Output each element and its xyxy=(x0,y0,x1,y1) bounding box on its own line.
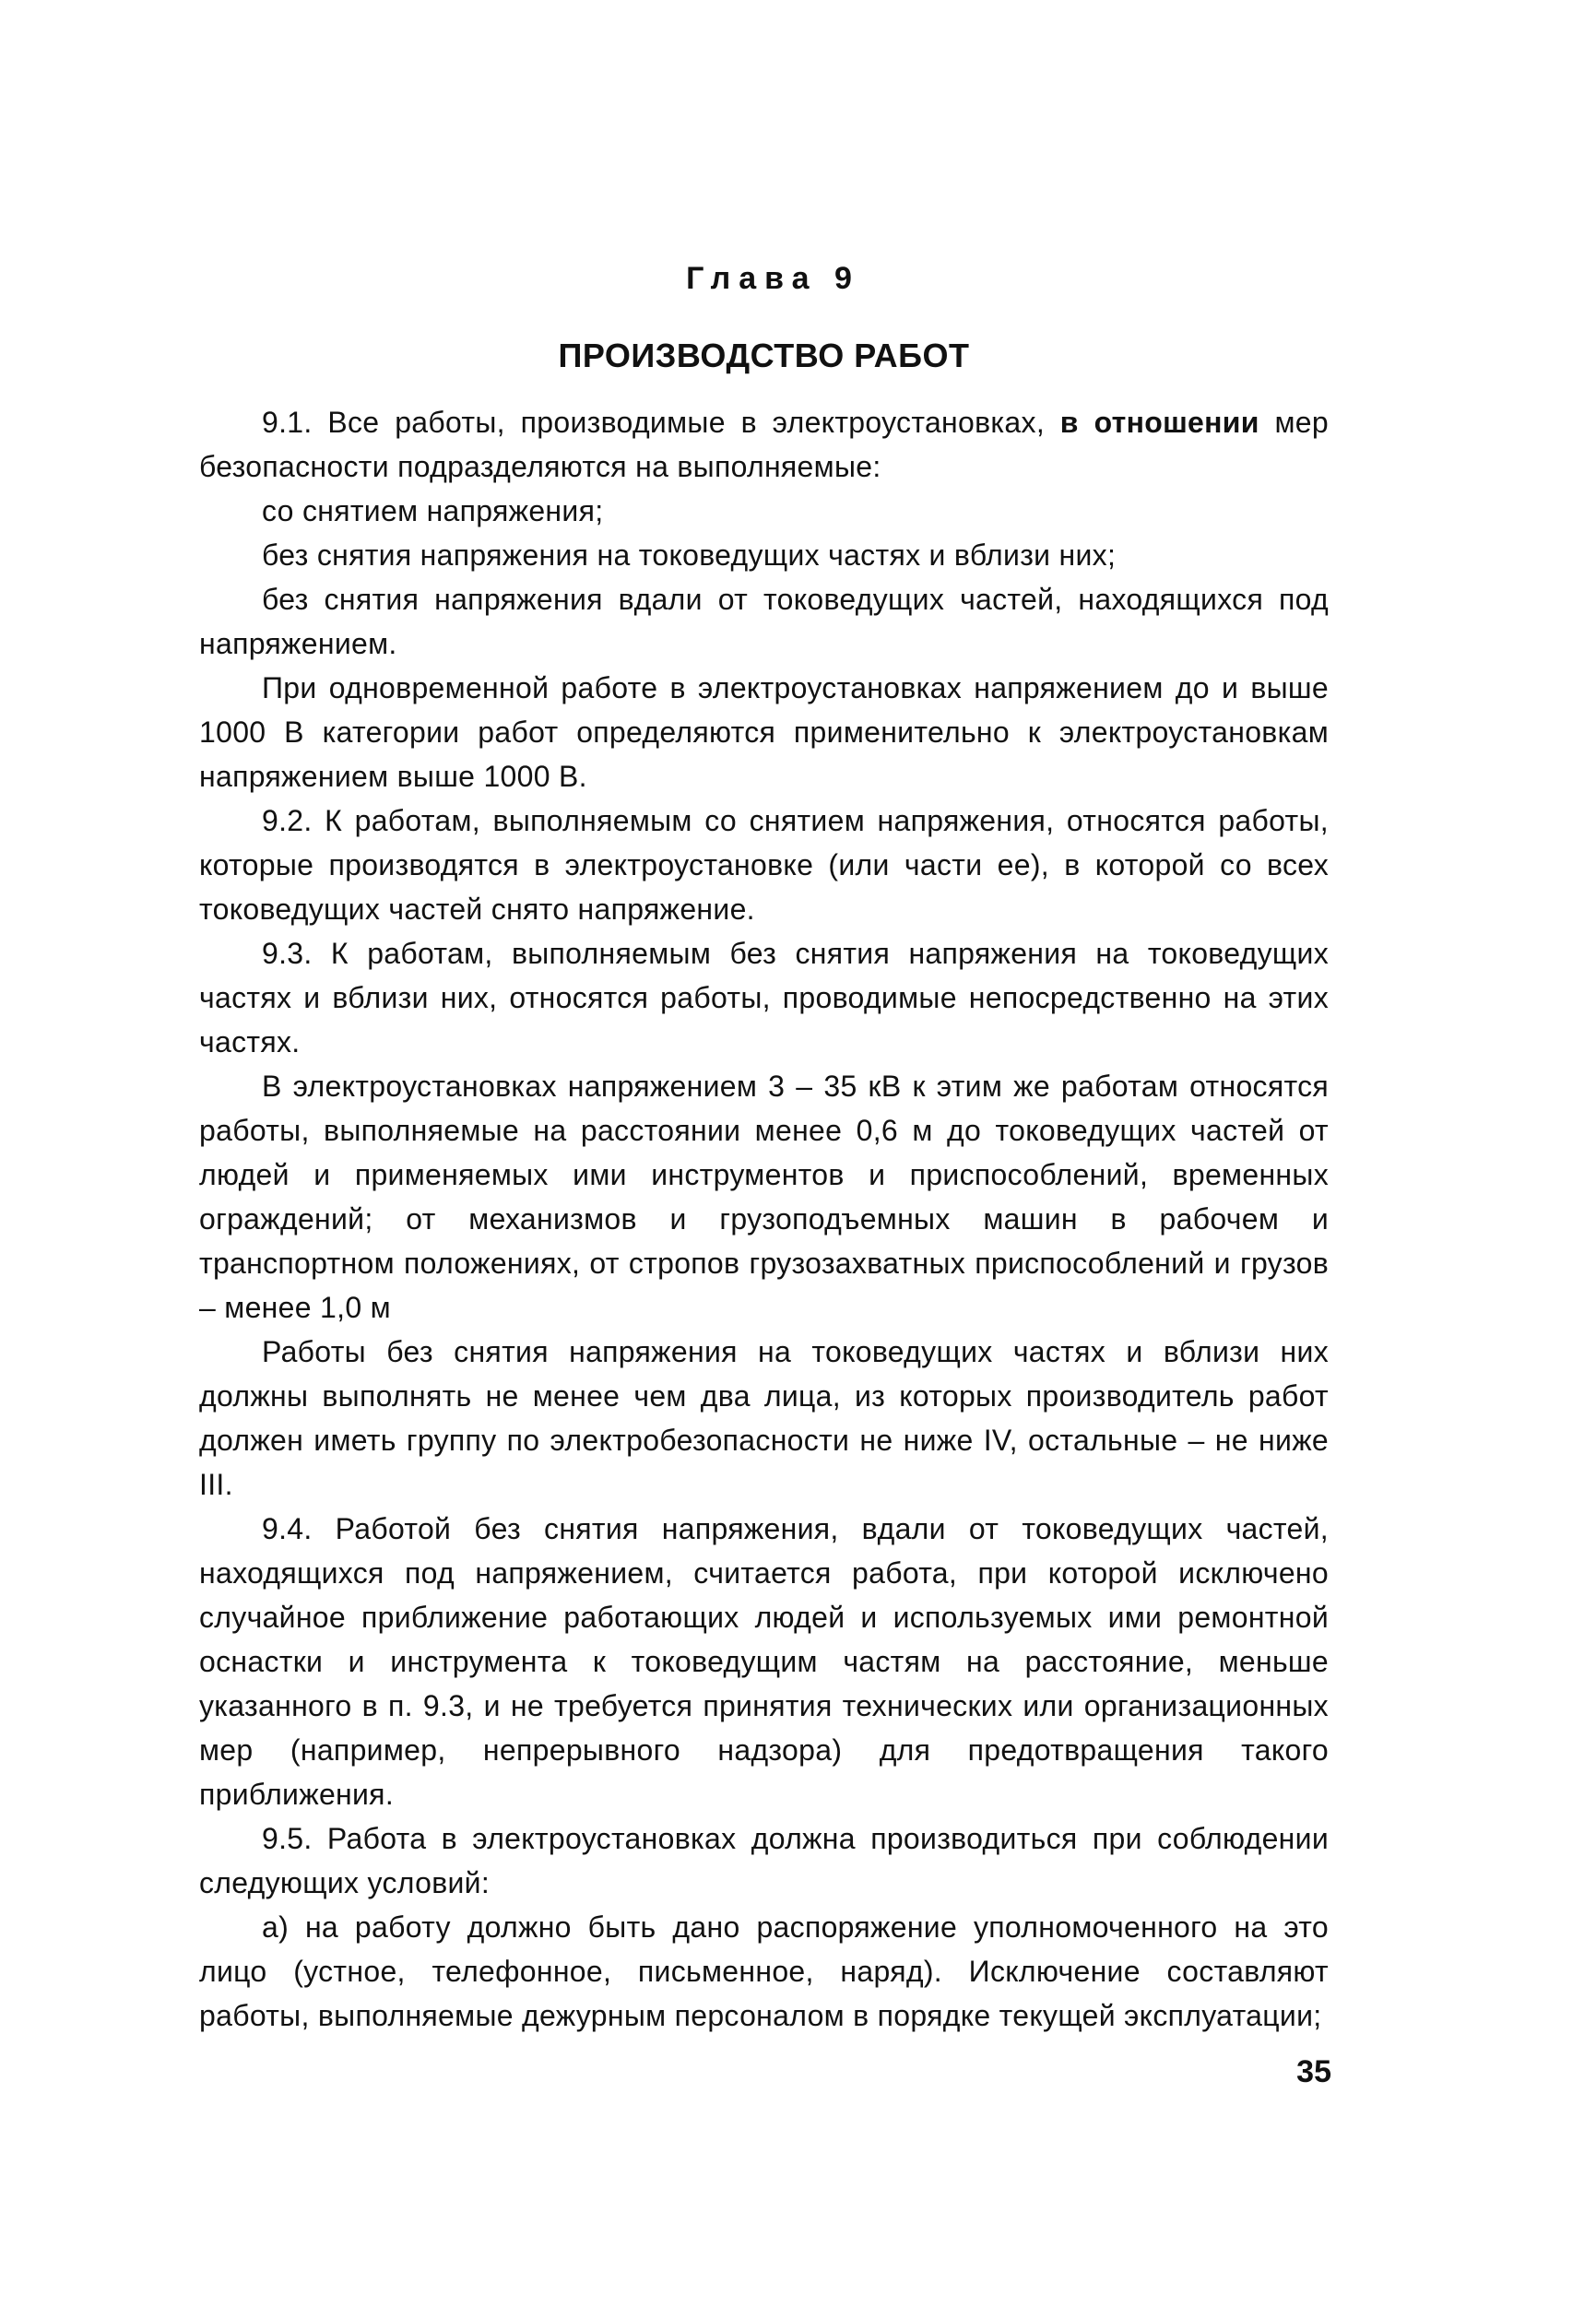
list-item: без снятия напряжения вдали от токоведущих частей, находящихся под напряжением. xyxy=(199,583,1329,660)
paragraph-9-2: 9.2. К работам, выполняемым со снятием напряжения, относятся работы, которые производятся в электроустановке (или части ее), в которой со всех токоведущих частей снято напряжение. xyxy=(199,804,1329,926)
chapter-label: Глава 9 xyxy=(686,261,860,296)
paragraph-9-3: 9.3. К работам, выполняемым без снятия напряжения на токоведущих частях и вблизи них, относятся работы, проводимые непосредственно на этих частях. xyxy=(199,937,1329,1058)
paragraph-simultaneous-work: При одновременной работе в электроустановках напряжением до и выше 1000 В категории работ определяются применительно к электроустановкам напряжением выше 1000 В. xyxy=(199,671,1329,793)
paragraph-two-persons: Работы без снятия напряжения на токоведущих частях и вблизи них должны выполнять не менее чем два лица, из которых производитель работ должен иметь группу по электробезопасности не ниже IV, остальные – не ниже III. xyxy=(199,1335,1329,1501)
list-item: без снятия напряжения на токоведущих частях и вблизи них; xyxy=(262,538,1117,572)
paragraph-9-4: 9.4. Работой без снятия напряжения, вдали от токоведущих частей, находящихся под напряжением, считается работа, при которой исключено случайное приближение работающих людей и используемых ими ремонтной оснастки и инструмента к токоведущим частям на расстояние, меньше указанного в п. 9.3, и не требуется принятия технических или организационных мер (например, непрерывного надзора) для предотвращения такого приближения. xyxy=(199,1512,1329,1811)
paragraph-3-35kv: В электроустановках напряжением 3 – 35 кВ к этим же работам относятся работы, выполняемые на расстоянии менее 0,6 м до токоведущих частей от людей и применяемых ими инструментов и приспособлений, временных ограждений; от механизмов и грузоподъемных машин в рабочем и транспортном положениях, от стропов грузозахватных приспособлений и грузов – менее 1,0 м xyxy=(199,1070,1329,1324)
paragraph-9-1-start: 9.1. Все работы, производимые в электроустановках, xyxy=(262,406,1046,439)
page-number: 35 xyxy=(1296,2054,1331,2089)
page-content xyxy=(199,256,1329,2038)
paragraph-9-5-a: а) на работу должно быть дано распоряжение уполномоченного на это лицо (устное, телефонное, письменное, наряд). Исключение составляют работы, выполняемые дежурным персоналом в порядке текущей эксплуатации; xyxy=(199,1910,1329,2032)
list-item: со снятием напряжения; xyxy=(262,494,604,527)
paragraph-9-5: 9.5. Работа в электроустановках должна производиться при соблюдении следующих условий: xyxy=(199,1822,1329,1899)
paragraph-9-1-bold: в отношении xyxy=(1045,406,1259,439)
chapter-title: ПРОИЗВОДСТВО РАБОТ xyxy=(558,337,970,374)
paragraph-9-1 xyxy=(199,400,1329,489)
paragraph-9-1-end: мер безопасности подразделяются на выполняемые: xyxy=(199,406,1330,483)
